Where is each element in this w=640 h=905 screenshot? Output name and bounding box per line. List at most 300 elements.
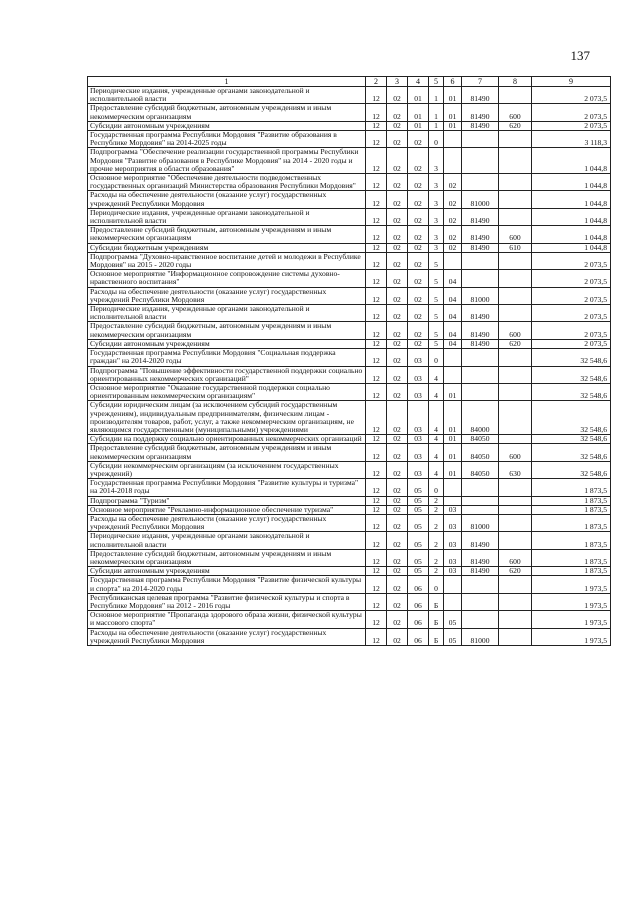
program-code: Б bbox=[429, 628, 444, 645]
admin-code: 12 bbox=[366, 366, 387, 383]
section-code: 02 bbox=[387, 593, 408, 610]
program-code: 1 bbox=[429, 104, 444, 121]
admin-code: 12 bbox=[366, 576, 387, 593]
program-code: 5 bbox=[429, 287, 444, 304]
subsection-code: 03 bbox=[408, 461, 429, 478]
expense-type-code bbox=[499, 514, 532, 531]
subsection-code: 02 bbox=[408, 208, 429, 225]
admin-code: 12 bbox=[366, 305, 387, 322]
subprogram-code: 05 bbox=[444, 611, 462, 628]
target-article-code: 81490 bbox=[462, 243, 499, 252]
subprogram-code: 03 bbox=[444, 514, 462, 531]
admin-code: 12 bbox=[366, 322, 387, 339]
row-description: Подпрограмма "Обеспечение реализации государственной программы Республики Мордовия "Развитие образования в Республике Мордовия" на 2014 - 2020 годы и прочие мероприятия в области образования" bbox=[88, 148, 366, 174]
expense-type-code bbox=[499, 270, 532, 287]
amount: 1 973,5 bbox=[532, 593, 611, 610]
budget-table bbox=[87, 76, 611, 646]
program-code: 3 bbox=[429, 148, 444, 174]
expense-type-code bbox=[499, 576, 532, 593]
target-article-code bbox=[462, 593, 499, 610]
expense-type-code bbox=[499, 252, 532, 269]
subsection-code: 01 bbox=[408, 121, 429, 130]
row-description: Подпрограмма "Туризм" bbox=[88, 496, 366, 505]
subprogram-code bbox=[444, 131, 462, 148]
amount: 1 044,8 bbox=[532, 243, 611, 252]
amount: 1 873,5 bbox=[532, 505, 611, 514]
expense-type-code bbox=[499, 287, 532, 304]
target-article-code: 84050 bbox=[462, 444, 499, 461]
section-code: 02 bbox=[387, 322, 408, 339]
section-code: 02 bbox=[387, 505, 408, 514]
target-article-code: 81490 bbox=[462, 549, 499, 566]
amount: 2 073,5 bbox=[532, 322, 611, 339]
section-code: 02 bbox=[387, 611, 408, 628]
target-article-code: 84050 bbox=[462, 461, 499, 478]
amount: 3 118,3 bbox=[532, 131, 611, 148]
subsection-code: 05 bbox=[408, 514, 429, 531]
admin-code: 12 bbox=[366, 148, 387, 174]
expense-type-code bbox=[499, 208, 532, 225]
amount: 1 873,5 bbox=[532, 479, 611, 496]
expense-type-code bbox=[499, 611, 532, 628]
program-code: Б bbox=[429, 593, 444, 610]
subprogram-code: 01 bbox=[444, 435, 462, 444]
amount: 2 073,5 bbox=[532, 305, 611, 322]
amount: 1 873,5 bbox=[532, 496, 611, 505]
row-description: Основное мероприятие "Пропаганда здорового образа жизни, физической культуры и массового спорта" bbox=[88, 611, 366, 628]
target-article-code: 81490 bbox=[462, 322, 499, 339]
section-code: 02 bbox=[387, 567, 408, 576]
admin-code: 12 bbox=[366, 87, 387, 104]
row-description: Субсидии юридическим лицам (за исключением субсидий государственным учреждениям), индивидуальным предпринимателям, физическим лицам - производителям товаров, работ, услуг, а также некоммерческим организациям, не являющимся государственными (муниципальными) учреждениями bbox=[88, 401, 366, 435]
table-header-row bbox=[88, 77, 611, 87]
amount: 2 073,5 bbox=[532, 287, 611, 304]
expense-type-code bbox=[499, 349, 532, 366]
row-description: Периодические издания, учрежденные органами законодательной и исполнительной власти bbox=[88, 208, 366, 225]
amount: 1 873,5 bbox=[532, 532, 611, 549]
subsection-code: 02 bbox=[408, 131, 429, 148]
row-description: Периодические издания, учрежденные органами законодательной и исполнительной власти bbox=[88, 532, 366, 549]
subprogram-code: 01 bbox=[444, 104, 462, 121]
target-article-code bbox=[462, 576, 499, 593]
amount: 2 073,5 bbox=[532, 121, 611, 130]
expense-type-code bbox=[499, 174, 532, 191]
program-code: 5 bbox=[429, 252, 444, 269]
section-code: 02 bbox=[387, 104, 408, 121]
target-article-code: 84000 bbox=[462, 401, 499, 435]
amount: 1 044,8 bbox=[532, 148, 611, 174]
row-description: Субсидии автономным учреждениям bbox=[88, 121, 366, 130]
admin-code: 12 bbox=[366, 383, 387, 400]
subprogram-code: 03 bbox=[444, 567, 462, 576]
subprogram-code bbox=[444, 148, 462, 174]
subsection-code: 03 bbox=[408, 435, 429, 444]
admin-code: 12 bbox=[366, 549, 387, 566]
subprogram-code: 01 bbox=[444, 444, 462, 461]
subsection-code: 02 bbox=[408, 322, 429, 339]
subprogram-code: 01 bbox=[444, 87, 462, 104]
program-code: 0 bbox=[429, 131, 444, 148]
section-code: 02 bbox=[387, 148, 408, 174]
page-number: 137 bbox=[570, 48, 590, 63]
expense-type-code: 600 bbox=[499, 549, 532, 566]
expense-type-code bbox=[499, 366, 532, 383]
subprogram-code: 05 bbox=[444, 628, 462, 645]
subprogram-code: 04 bbox=[444, 270, 462, 287]
table-row bbox=[88, 366, 611, 383]
admin-code: 12 bbox=[366, 496, 387, 505]
expense-type-code: 600 bbox=[499, 444, 532, 461]
table-row bbox=[88, 383, 611, 400]
row-description: Субсидии автономным учреждениям bbox=[88, 567, 366, 576]
program-code: 5 bbox=[429, 339, 444, 348]
target-article-code bbox=[462, 131, 499, 148]
amount: 32 548,6 bbox=[532, 444, 611, 461]
amount: 32 548,6 bbox=[532, 435, 611, 444]
subsection-code: 02 bbox=[408, 252, 429, 269]
amount: 1 044,8 bbox=[532, 174, 611, 191]
admin-code: 12 bbox=[366, 435, 387, 444]
subprogram-code bbox=[444, 252, 462, 269]
section-code: 02 bbox=[387, 270, 408, 287]
subprogram-code: 02 bbox=[444, 243, 462, 252]
program-code: 5 bbox=[429, 305, 444, 322]
amount: 32 548,6 bbox=[532, 461, 611, 478]
target-article-code: 81490 bbox=[462, 567, 499, 576]
amount: 2 073,5 bbox=[532, 87, 611, 104]
subsection-code: 06 bbox=[408, 593, 429, 610]
table-row bbox=[88, 532, 611, 549]
admin-code: 12 bbox=[366, 339, 387, 348]
subsection-code: 03 bbox=[408, 401, 429, 435]
subprogram-code bbox=[444, 496, 462, 505]
program-code: 1 bbox=[429, 121, 444, 130]
section-code: 02 bbox=[387, 305, 408, 322]
row-description: Субсидии бюджетным учреждениям bbox=[88, 243, 366, 252]
target-article-code bbox=[462, 505, 499, 514]
table-row bbox=[88, 611, 611, 628]
subsection-code: 02 bbox=[408, 287, 429, 304]
table-row bbox=[88, 252, 611, 269]
section-code: 02 bbox=[387, 121, 408, 130]
subprogram-code: 01 bbox=[444, 461, 462, 478]
admin-code: 12 bbox=[366, 208, 387, 225]
amount: 1 873,5 bbox=[532, 549, 611, 566]
program-code: 2 bbox=[429, 549, 444, 566]
program-code: 0 bbox=[429, 479, 444, 496]
amount: 1 044,8 bbox=[532, 226, 611, 243]
program-code: 2 bbox=[429, 532, 444, 549]
admin-code: 12 bbox=[366, 628, 387, 645]
target-article-code: 81490 bbox=[462, 87, 499, 104]
program-code: 2 bbox=[429, 567, 444, 576]
admin-code: 12 bbox=[366, 270, 387, 287]
expense-type-code bbox=[499, 628, 532, 645]
row-description: Предоставление субсидий бюджетным, автономным учреждениям и иным некоммерческим организациям bbox=[88, 444, 366, 461]
row-description: Основное мероприятие "Рекламно-информационное обеспечение туризма" bbox=[88, 505, 366, 514]
section-code: 02 bbox=[387, 383, 408, 400]
subprogram-code: 03 bbox=[444, 532, 462, 549]
subsection-code: 02 bbox=[408, 270, 429, 287]
table-row bbox=[88, 270, 611, 287]
admin-code: 12 bbox=[366, 532, 387, 549]
expense-type-code bbox=[499, 148, 532, 174]
row-description: Расходы на обеспечение деятельности (оказание услуг) государственных учреждений Республики Мордовия bbox=[88, 287, 366, 304]
table-row bbox=[88, 576, 611, 593]
target-article-code bbox=[462, 479, 499, 496]
section-code: 02 bbox=[387, 435, 408, 444]
section-code: 02 bbox=[387, 628, 408, 645]
subprogram-code bbox=[444, 366, 462, 383]
row-description: Субсидии автономным учреждениям bbox=[88, 339, 366, 348]
program-code: 1 bbox=[429, 87, 444, 104]
row-description: Государственная программа Республики Мордовия "Развитие культуры и туризма" на 2014-2018 годы bbox=[88, 479, 366, 496]
subsection-code: 02 bbox=[408, 339, 429, 348]
table-row bbox=[88, 479, 611, 496]
row-description: Расходы на обеспечение деятельности (оказание услуг) государственных учреждений Республики Мордовия bbox=[88, 514, 366, 531]
expense-type-code: 620 bbox=[499, 339, 532, 348]
subprogram-code: 04 bbox=[444, 287, 462, 304]
table-row bbox=[88, 148, 611, 174]
expense-type-code bbox=[499, 532, 532, 549]
section-code: 02 bbox=[387, 366, 408, 383]
admin-code: 12 bbox=[366, 174, 387, 191]
section-code: 02 bbox=[387, 549, 408, 566]
section-code: 02 bbox=[387, 461, 408, 478]
header-cell: 3 bbox=[387, 77, 408, 87]
row-description: Основное мероприятие "Обеспечение деятельности подведомственных государственных организаций Министерства образования Республики Мордовия" bbox=[88, 174, 366, 191]
program-code: 0 bbox=[429, 349, 444, 366]
target-article-code bbox=[462, 148, 499, 174]
subprogram-code bbox=[444, 593, 462, 610]
program-code: 2 bbox=[429, 514, 444, 531]
target-article-code: 81490 bbox=[462, 305, 499, 322]
expense-type-code bbox=[499, 383, 532, 400]
row-description: Периодические издания, учрежденные органами законодательной и исполнительной власти bbox=[88, 305, 366, 322]
expense-type-code bbox=[499, 479, 532, 496]
expense-type-code: 630 bbox=[499, 461, 532, 478]
section-code: 02 bbox=[387, 576, 408, 593]
subprogram-code: 01 bbox=[444, 383, 462, 400]
row-description: Основное мероприятие "Информационное сопровождение системы духовно-нравственного воспитания" bbox=[88, 270, 366, 287]
table-row bbox=[88, 121, 611, 130]
admin-code: 12 bbox=[366, 349, 387, 366]
section-code: 02 bbox=[387, 401, 408, 435]
admin-code: 12 bbox=[366, 505, 387, 514]
amount: 2 073,5 bbox=[532, 104, 611, 121]
target-article-code bbox=[462, 383, 499, 400]
header-cell: 8 bbox=[499, 77, 532, 87]
target-article-code bbox=[462, 174, 499, 191]
section-code: 02 bbox=[387, 174, 408, 191]
admin-code: 12 bbox=[366, 593, 387, 610]
admin-code: 12 bbox=[366, 401, 387, 435]
amount: 32 548,6 bbox=[532, 383, 611, 400]
row-description: Подпрограмма "Духовно-нравственное воспитание детей и молодежи в Республике Мордовия" на 2015 - 2020 годы bbox=[88, 252, 366, 269]
section-code: 02 bbox=[387, 444, 408, 461]
section-code: 02 bbox=[387, 287, 408, 304]
subprogram-code: 01 bbox=[444, 121, 462, 130]
program-code: 4 bbox=[429, 435, 444, 444]
row-description: Периодические издания, учрежденные органами законодательной и исполнительной власти bbox=[88, 87, 366, 104]
header-cell: 2 bbox=[366, 77, 387, 87]
section-code: 02 bbox=[387, 243, 408, 252]
row-description: Предоставление субсидий бюджетным, автономным учреждениям и иным некоммерческим организациям bbox=[88, 322, 366, 339]
subsection-code: 02 bbox=[408, 148, 429, 174]
subprogram-code bbox=[444, 479, 462, 496]
row-description: Расходы на обеспечение деятельности (оказание услуг) государственных учреждений Республики Мордовия bbox=[88, 191, 366, 208]
table-row bbox=[88, 349, 611, 366]
header-cell: 1 bbox=[88, 77, 366, 87]
amount: 2 073,5 bbox=[532, 270, 611, 287]
expense-type-code bbox=[499, 131, 532, 148]
table-row bbox=[88, 549, 611, 566]
admin-code: 12 bbox=[366, 479, 387, 496]
amount: 32 548,6 bbox=[532, 366, 611, 383]
program-code: 2 bbox=[429, 496, 444, 505]
subsection-code: 02 bbox=[408, 174, 429, 191]
amount: 2 073,5 bbox=[532, 339, 611, 348]
subprogram-code: 02 bbox=[444, 191, 462, 208]
program-code: 4 bbox=[429, 383, 444, 400]
table-row bbox=[88, 226, 611, 243]
amount: 1 044,8 bbox=[532, 208, 611, 225]
expense-type-code bbox=[499, 496, 532, 505]
section-code: 02 bbox=[387, 514, 408, 531]
program-code: Б bbox=[429, 611, 444, 628]
row-description: Предоставление субсидий бюджетным, автономным учреждениям и иным некоммерческим организациям bbox=[88, 104, 366, 121]
program-code: 3 bbox=[429, 226, 444, 243]
expense-type-code bbox=[499, 505, 532, 514]
target-article-code: 81490 bbox=[462, 208, 499, 225]
row-description: Предоставление субсидий бюджетным, автономным учреждениям и иным некоммерческим организациям bbox=[88, 549, 366, 566]
expense-type-code: 600 bbox=[499, 322, 532, 339]
target-article-code: 81490 bbox=[462, 121, 499, 130]
section-code: 02 bbox=[387, 226, 408, 243]
program-code: 4 bbox=[429, 461, 444, 478]
program-code: 0 bbox=[429, 576, 444, 593]
program-code: 4 bbox=[429, 366, 444, 383]
subprogram-code: 03 bbox=[444, 549, 462, 566]
amount: 1 973,5 bbox=[532, 628, 611, 645]
amount: 1 973,5 bbox=[532, 576, 611, 593]
section-code: 02 bbox=[387, 339, 408, 348]
subsection-code: 06 bbox=[408, 576, 429, 593]
subprogram-code bbox=[444, 576, 462, 593]
table-row bbox=[88, 514, 611, 531]
expense-type-code: 600 bbox=[499, 104, 532, 121]
admin-code: 12 bbox=[366, 226, 387, 243]
admin-code: 12 bbox=[366, 104, 387, 121]
row-description: Расходы на обеспечение деятельности (оказание услуг) государственных учреждений Республики Мордовия bbox=[88, 628, 366, 645]
section-code: 02 bbox=[387, 191, 408, 208]
expense-type-code: 600 bbox=[499, 226, 532, 243]
subprogram-code: 04 bbox=[444, 322, 462, 339]
program-code: 3 bbox=[429, 191, 444, 208]
table-row bbox=[88, 505, 611, 514]
subprogram-code: 04 bbox=[444, 305, 462, 322]
target-article-code: 81000 bbox=[462, 628, 499, 645]
admin-code: 12 bbox=[366, 243, 387, 252]
amount: 1 873,5 bbox=[532, 567, 611, 576]
amount: 1 973,5 bbox=[532, 611, 611, 628]
header-cell: 4 bbox=[408, 77, 429, 87]
section-code: 02 bbox=[387, 496, 408, 505]
expense-type-code: 610 bbox=[499, 243, 532, 252]
subprogram-code: 02 bbox=[444, 174, 462, 191]
subprogram-code: 01 bbox=[444, 401, 462, 435]
subsection-code: 03 bbox=[408, 349, 429, 366]
subsection-code: 03 bbox=[408, 444, 429, 461]
target-article-code bbox=[462, 270, 499, 287]
subsection-code: 03 bbox=[408, 366, 429, 383]
subsection-code: 05 bbox=[408, 496, 429, 505]
row-description: Предоставление субсидий бюджетным, автономным учреждениям и иным некоммерческим организациям bbox=[88, 226, 366, 243]
section-code: 02 bbox=[387, 252, 408, 269]
header-cell: 5 bbox=[429, 77, 444, 87]
subsection-code: 05 bbox=[408, 479, 429, 496]
target-article-code bbox=[462, 496, 499, 505]
subsection-code: 05 bbox=[408, 567, 429, 576]
subsection-code: 06 bbox=[408, 628, 429, 645]
expense-type-code bbox=[499, 401, 532, 435]
subprogram-code: 03 bbox=[444, 505, 462, 514]
amount: 1 873,5 bbox=[532, 514, 611, 531]
program-code: 5 bbox=[429, 322, 444, 339]
admin-code: 12 bbox=[366, 514, 387, 531]
admin-code: 12 bbox=[366, 444, 387, 461]
table-row bbox=[88, 305, 611, 322]
header-cell: 6 bbox=[444, 77, 462, 87]
expense-type-code: 620 bbox=[499, 121, 532, 130]
row-description: Субсидии некоммерческим организациям (за исключением государственных учреждений) bbox=[88, 461, 366, 478]
subprogram-code: 02 bbox=[444, 208, 462, 225]
row-description: Государственная программа Республики Мордовия "Развитие образования в Республике Мордовия" на 2014-2025 годы bbox=[88, 131, 366, 148]
row-description: Республиканская целевая программа "Развитие физической культуры и спорта в Республике Мордовия" на 2012 - 2016 годы bbox=[88, 593, 366, 610]
table-row bbox=[88, 322, 611, 339]
target-article-code bbox=[462, 366, 499, 383]
section-code: 02 bbox=[387, 349, 408, 366]
table-row bbox=[88, 174, 611, 191]
amount: 32 548,6 bbox=[532, 401, 611, 435]
subsection-code: 05 bbox=[408, 532, 429, 549]
subsection-code: 02 bbox=[408, 191, 429, 208]
admin-code: 12 bbox=[366, 287, 387, 304]
target-article-code: 81000 bbox=[462, 191, 499, 208]
subprogram-code: 04 bbox=[444, 339, 462, 348]
admin-code: 12 bbox=[366, 191, 387, 208]
target-article-code: 81000 bbox=[462, 287, 499, 304]
amount: 2 073,5 bbox=[532, 252, 611, 269]
table-row bbox=[88, 461, 611, 478]
subsection-code: 01 bbox=[408, 87, 429, 104]
admin-code: 12 bbox=[366, 121, 387, 130]
subsection-code: 01 bbox=[408, 104, 429, 121]
table-row bbox=[88, 593, 611, 610]
table-row bbox=[88, 131, 611, 148]
admin-code: 12 bbox=[366, 611, 387, 628]
subsection-code: 03 bbox=[408, 383, 429, 400]
row-description: Субсидии на поддержку социально ориентированных некоммерческих организаций bbox=[88, 435, 366, 444]
table-row bbox=[88, 401, 611, 435]
subsection-code: 02 bbox=[408, 243, 429, 252]
program-code: 4 bbox=[429, 444, 444, 461]
table-row bbox=[88, 496, 611, 505]
table-row bbox=[88, 339, 611, 348]
target-article-code bbox=[462, 611, 499, 628]
row-description: Государственная программа Республики Мордовия "Социальная поддержка граждан" на 2014-2020 годы bbox=[88, 349, 366, 366]
program-code: 3 bbox=[429, 243, 444, 252]
